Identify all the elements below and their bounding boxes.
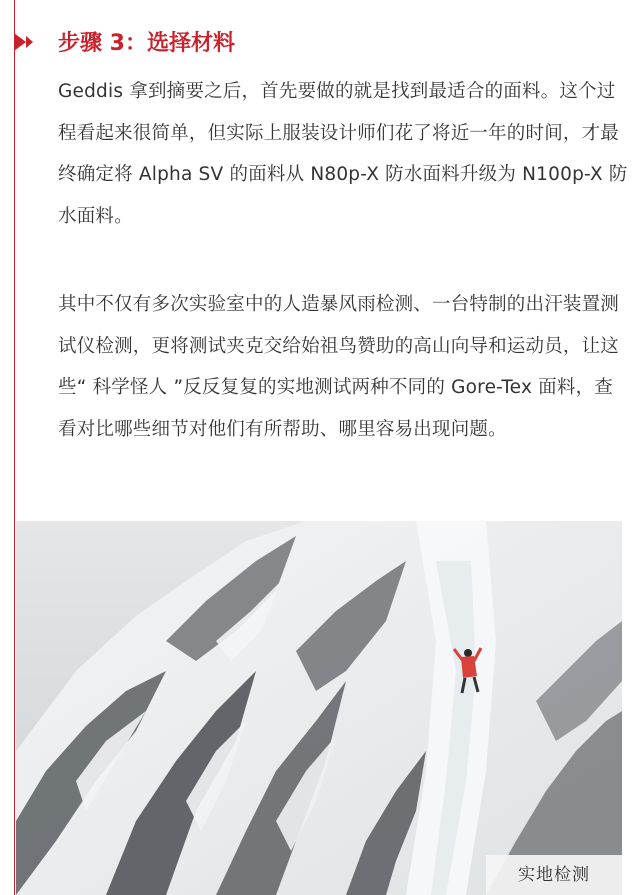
arrow-marker-icon — [14, 33, 26, 51]
snowy-cliff-illustration — [16, 521, 622, 895]
photo-caption: 实地检测 — [486, 855, 622, 895]
paragraph-fabric-selection: Geddis 拿到摘要之后，首先要做的就是找到最适合的面料。这个过程看起来很简单，但实际上服装设计师们花了将近一年的时间，才最终确定将 Alpha SV 的面料从 N80p-X 防水面料升级为 N100p-X 防水面料。 — [58, 81, 628, 227]
paragraph-field-testing: 其中不仅有多次实验室中的人造暴风雨检测、一台特制的出汗装置测试仪检测，更将测试夹克交给始祖鸟赞助的高山向导和运动员，让这些“ 科学怪人 ”反反复复的实地测试两种不同的 Gore-Tex 面料，查看对比哪些细节对他们有所帮助、哪里容易出现问题。 — [58, 294, 620, 440]
left-accent-rule — [14, 0, 15, 895]
arrow-marker-tip-icon — [26, 36, 33, 48]
mountain-climbing-photo — [16, 521, 622, 895]
step-title: 步骤 3：选择材料 — [58, 31, 235, 56]
